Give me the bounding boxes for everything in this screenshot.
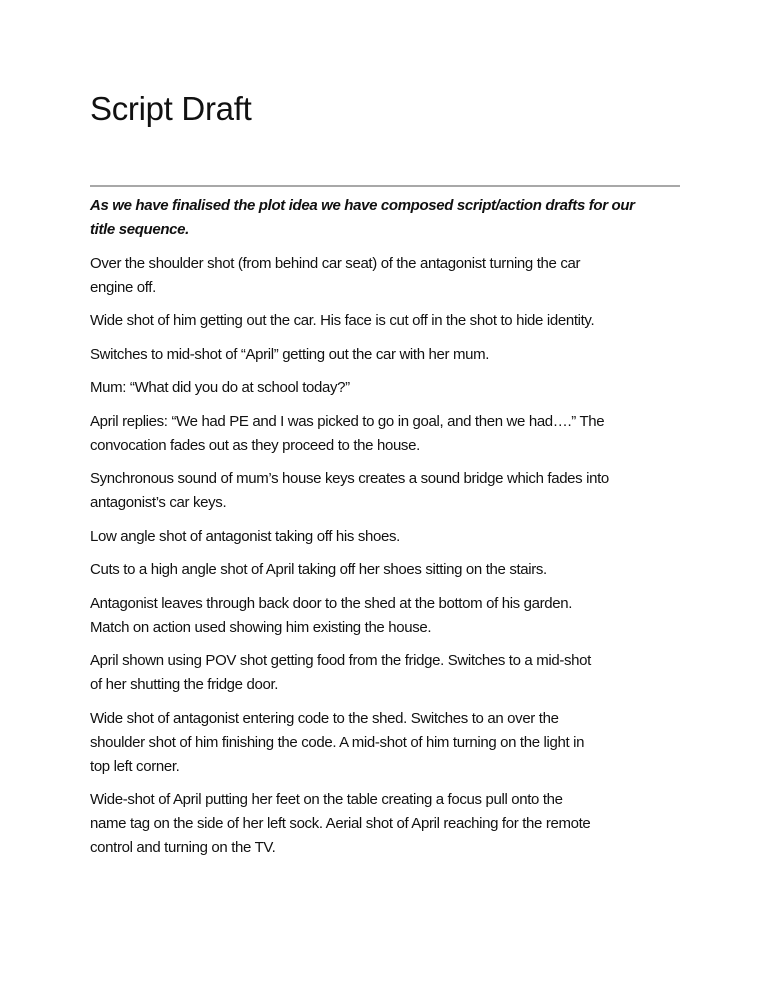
script-paragraph xyxy=(90,252,690,300)
intro-paragraph xyxy=(90,194,690,242)
title-divider xyxy=(90,185,680,187)
text-line: April shown using POV shot getting food from the fridge. Switches to a mid-shot xyxy=(90,652,591,669)
document-body xyxy=(90,194,690,870)
text-line: Wide shot of him getting out the car. His face is cut off in the shot to hide identity. xyxy=(90,312,595,329)
text-line: shoulder shot of him finishing the code. A mid-shot of him turning on the light in xyxy=(90,733,585,751)
text-line: top left corner. xyxy=(90,757,180,775)
text-line: Low angle shot of antagonist taking off his shoes. xyxy=(90,527,400,545)
script-paragraph xyxy=(90,525,690,549)
text-line: antagonist’s car keys. xyxy=(90,494,227,511)
text-line: Synchronous sound of mum’s house keys creates a sound bridge which fades into xyxy=(90,470,609,487)
script-paragraph xyxy=(90,410,690,458)
text-line: Wide-shot of April putting her feet on the table creating a focus pull onto the xyxy=(90,791,563,808)
script-paragraph xyxy=(90,343,690,367)
script-paragraph xyxy=(90,649,690,697)
script-paragraph xyxy=(90,558,690,582)
text-line: Wide shot of antagonist entering code to the shed. Switches to an over the xyxy=(90,709,559,727)
document-title: Script Draft xyxy=(90,90,252,127)
text-line: of her shutting the fridge door. xyxy=(90,676,279,693)
text-line: Mum: “What did you do at school today?” xyxy=(90,379,350,396)
text-line: Antagonist leaves through back door to the shed at the bottom of his garden. xyxy=(90,594,573,612)
text-line: Match on action used showing him existing the house. xyxy=(90,618,432,636)
text-line: April replies: “We had PE and I was picked to go in goal, and then we had….” The xyxy=(90,412,605,430)
text-line: name tag on the side of her left sock. Aerial shot of April reaching for the remote xyxy=(90,815,591,832)
text-line: control and turning on the TV. xyxy=(90,839,276,856)
script-paragraph xyxy=(90,788,690,860)
text-line: Switches to mid-shot of “April” getting out the car with her mum. xyxy=(90,345,490,363)
text-line: engine off. xyxy=(90,278,156,296)
text-line: convocation fades out as they proceed to the house. xyxy=(90,436,420,454)
script-paragraph xyxy=(90,309,690,333)
text-line: Over the shoulder shot (from behind car seat) of the antagonist turning the car xyxy=(90,254,581,272)
text-line: As we have finalised the plot idea we have composed script/action drafts for our xyxy=(90,197,635,214)
script-paragraph xyxy=(90,707,690,779)
script-paragraph xyxy=(90,467,690,515)
script-paragraph xyxy=(90,376,690,400)
text-line: Cuts to a high angle shot of April taking off her shoes sitting on the stairs. xyxy=(90,561,547,578)
script-paragraph xyxy=(90,592,690,640)
text-line: title sequence. xyxy=(90,221,189,238)
